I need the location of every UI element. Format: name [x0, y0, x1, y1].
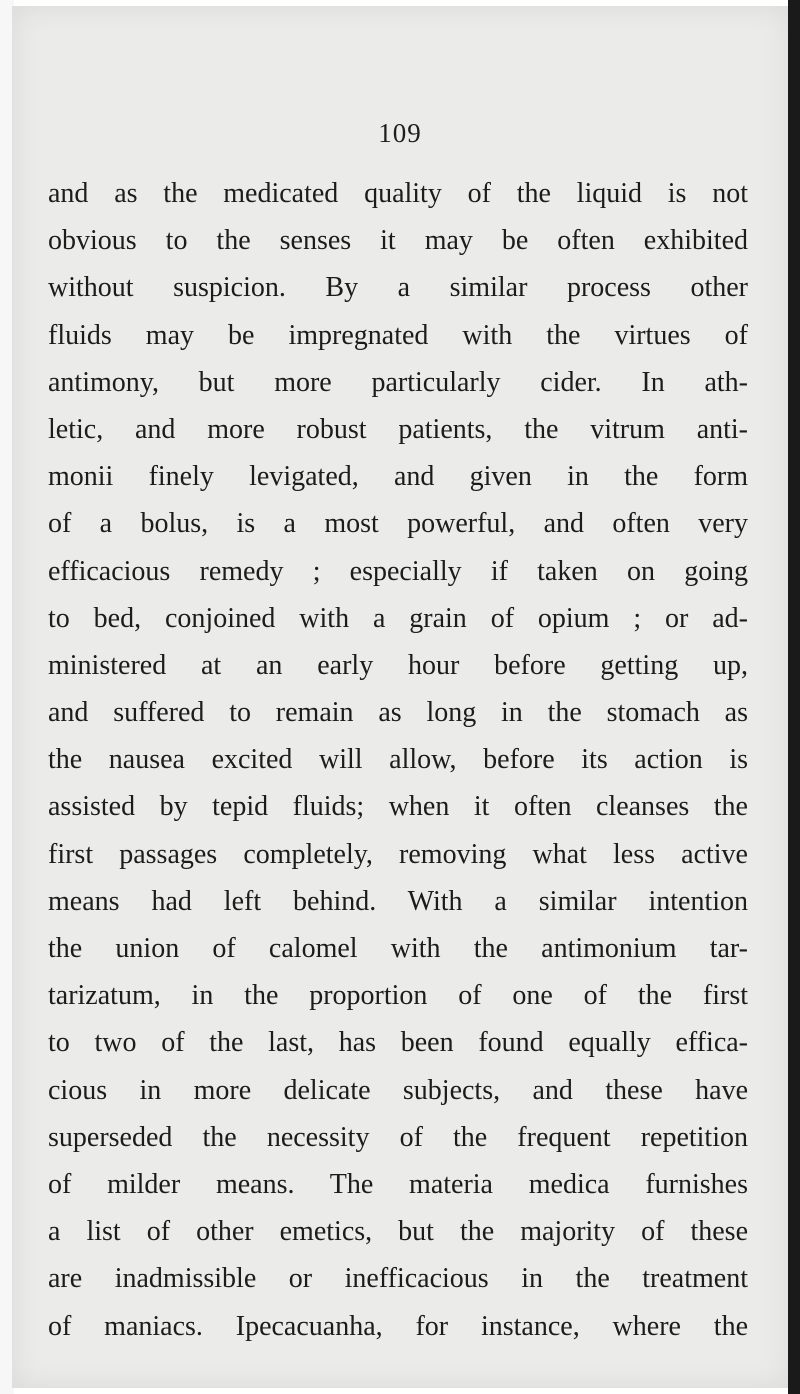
- text-line: monii finely levigated, and given in the form: [48, 461, 748, 493]
- text-line: letic, and more robust patients, the vitrum anti-: [48, 413, 748, 445]
- text-line: tarizatum, in the proportion of one of the first: [48, 980, 748, 1012]
- text-line: superseded the necessity of the frequent repetition: [48, 1121, 748, 1153]
- text-line: antimony, but more particularly cider. In ath-: [48, 366, 748, 398]
- text-line: of a bolus, is a most powerful, and often very: [48, 508, 748, 540]
- scan-edge: [788, 0, 800, 1394]
- text-line: to two of the last, has been found equally effica-: [48, 1027, 748, 1059]
- text-line: the union of calomel with the antimonium tar-: [48, 933, 748, 964]
- page-number: 109: [378, 118, 422, 148]
- text-line: and as the medicated quality of the liquid is not: [48, 178, 748, 209]
- text-line: are inadmissible or inefficacious in the treatment: [48, 1263, 748, 1295]
- text-line: to bed, conjoined with a grain of opium ; or ad-: [48, 602, 748, 634]
- text-line: and suffered to remain as long in the stomach as: [48, 697, 748, 729]
- text-line: of maniacs. Ipecacuanha, for instance, where the: [48, 1310, 748, 1342]
- text-line: cious in more delicate subjects, and these have: [48, 1074, 748, 1106]
- text-line: obvious to the senses it may be often exhibited: [48, 225, 748, 257]
- text-line: efficacious remedy ; especially if taken on going: [48, 555, 748, 587]
- text-line: a list of other emetics, but the majority of these: [48, 1216, 748, 1248]
- text-line: without suspicion. By a similar process other: [48, 272, 748, 304]
- text-line: first passages completely, removing what less active: [48, 838, 748, 870]
- text-line: ministered at an early hour before getting up,: [48, 649, 748, 681]
- text-line: the nausea excited will allow, before its action is: [48, 744, 748, 776]
- body-text: [48, 170, 748, 1350]
- text-line: fluids may be impregnated with the virtues of: [48, 319, 748, 351]
- text-line: assisted by tepid fluids; when it often cleanses the: [48, 791, 748, 823]
- text-line: of milder means. The materia medica furnishes: [48, 1168, 748, 1200]
- text-line: means had left behind. With a similar intention: [48, 885, 748, 917]
